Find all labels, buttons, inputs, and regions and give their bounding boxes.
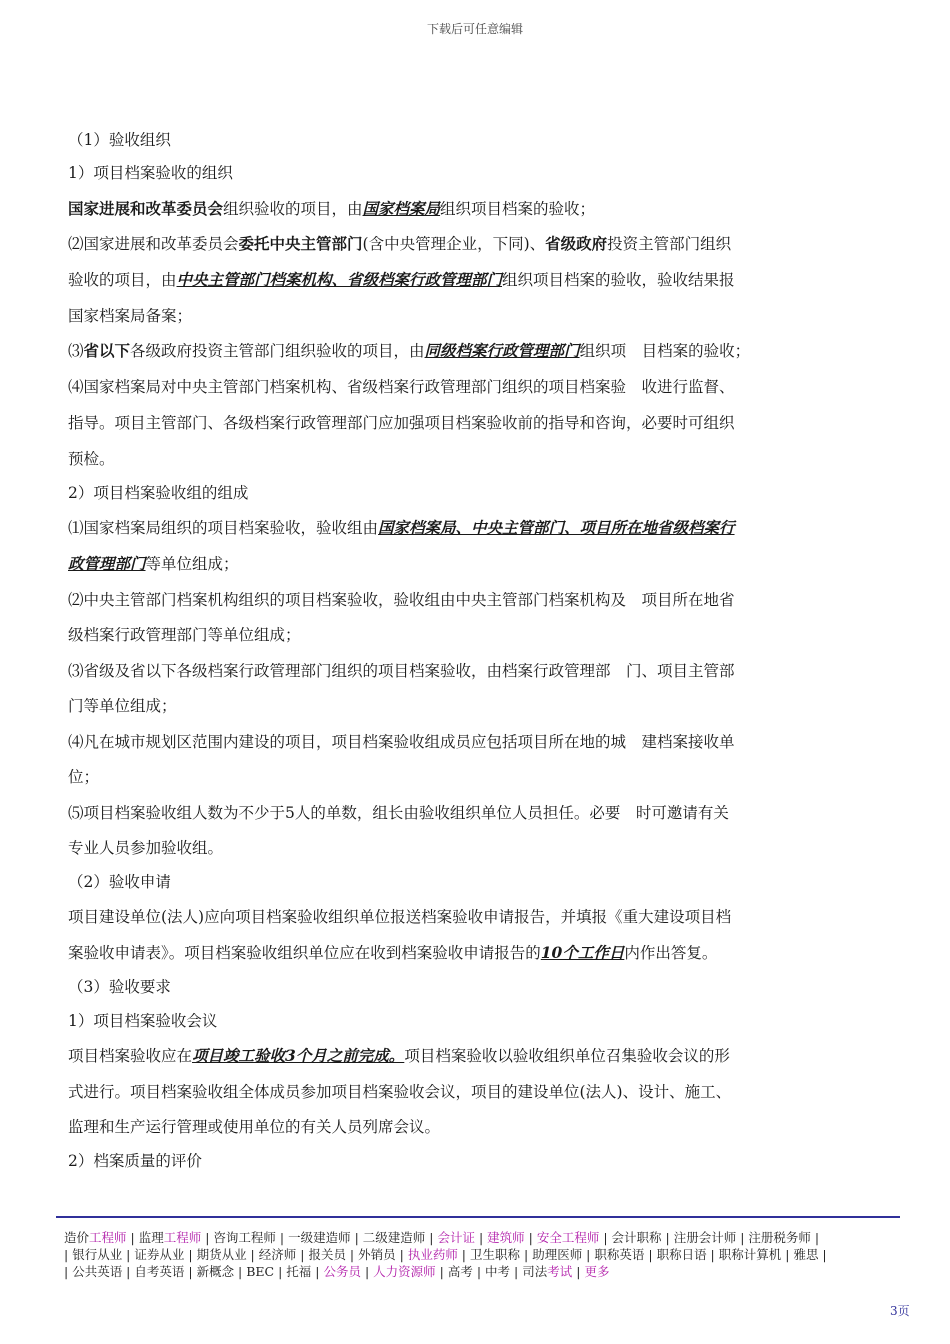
footer-link[interactable]: [485, 1264, 510, 1279]
footer-link[interactable]: [487, 1230, 525, 1245]
text-line: [68, 975, 171, 997]
text-segment: 案验收申请表》。项目档案验收组织单位应在收到档案验收申请报告的: [68, 944, 541, 962]
footer-separator: |: [781, 1247, 794, 1262]
footer-separator: |: [274, 1264, 287, 1279]
text-segment: 式进行。项目档案验收组全体成员参加项目档案验收会议，项目的建设单位(法人)、设计、施工、: [68, 1083, 732, 1101]
text-segment: 预检。: [68, 450, 115, 468]
footer-link-text: 会计证: [437, 1230, 475, 1245]
footer-separator: |: [122, 1264, 135, 1279]
footer-link[interactable]: [358, 1247, 396, 1262]
footer-link[interactable]: [259, 1247, 297, 1262]
footer-link[interactable]: [793, 1247, 818, 1262]
footer-separator: |: [818, 1247, 827, 1262]
text-line: [68, 765, 99, 787]
text-segment: 门等单位组成；: [68, 697, 177, 715]
text-line: [68, 304, 192, 326]
text-line: [68, 1044, 730, 1066]
text-line: [68, 481, 248, 503]
text-line: [68, 128, 171, 150]
footer-link-text: 考试: [547, 1264, 573, 1279]
footer-link-text: 高考: [447, 1264, 473, 1279]
text-line: [68, 411, 735, 433]
footer-separator: |: [435, 1264, 448, 1279]
footer-link[interactable]: [719, 1247, 782, 1262]
footer-link-text: 会计职称: [611, 1230, 662, 1245]
footer-link[interactable]: [134, 1264, 184, 1279]
text-line: [68, 870, 171, 892]
text-segment: 投资主管部门组织: [607, 235, 732, 253]
footer-link-text: 职称计算机: [718, 1247, 782, 1262]
text-segment: 1）项目档案验收的组织: [68, 164, 233, 182]
footer-separator: |: [736, 1230, 749, 1245]
footer-link[interactable]: [197, 1247, 247, 1262]
footer-link-text: 职称日语: [656, 1247, 707, 1262]
text-segment: ⑵国家进展和改革委员会: [68, 235, 239, 253]
footer-separator: |: [64, 1264, 73, 1279]
text-line: [68, 268, 735, 290]
text-segment: ⑷国家档案局对中央主管部门档案机构、省级档案行政管理部门组织的项目档案验 收进行监督、: [68, 378, 735, 396]
text-line: [68, 588, 735, 610]
text-line: [68, 339, 750, 361]
footer-separator: |: [234, 1264, 247, 1279]
footer-link-text: 卫生职称: [470, 1247, 521, 1262]
footer-link-text: 公共英语: [72, 1264, 123, 1279]
footer-link-text: 建筑师: [487, 1230, 525, 1245]
footer-separator: |: [510, 1264, 523, 1279]
footer-link-text: 造价: [64, 1230, 90, 1245]
text-segment: 2）档案质量的评价: [68, 1152, 202, 1170]
text-line: [68, 836, 223, 858]
footer-link-text: BEC: [246, 1264, 275, 1279]
footer-link[interactable]: [139, 1230, 202, 1245]
footer-link-text: 期货从业: [196, 1247, 247, 1262]
footer-link[interactable]: [308, 1247, 346, 1262]
footer-separator: |: [582, 1247, 595, 1262]
footer-link[interactable]: [286, 1264, 311, 1279]
footer-link[interactable]: [134, 1247, 184, 1262]
text-segment: 国家档案局备案；: [68, 307, 193, 325]
text-segment: ⑷凡在城市规划区范围内建设的项目，项目档案验收组成员应包括项目所在地的城 建档案接收单: [68, 733, 735, 751]
emphasis-text: 项目竣工验收3个月之前完成。: [192, 1046, 405, 1065]
text-segment: 专业人员参加验收组。: [68, 839, 224, 857]
footer-separator: |: [599, 1230, 612, 1245]
footer-separator: |: [350, 1230, 363, 1245]
footer-separator: |: [810, 1230, 820, 1245]
text-segment: （2）验收申请: [68, 873, 171, 891]
footer-link[interactable]: [246, 1264, 274, 1279]
footer-link[interactable]: [373, 1264, 436, 1279]
footer-separator: |: [644, 1247, 657, 1262]
text-line: [68, 1080, 731, 1102]
footer-link-text: 司法: [522, 1264, 548, 1279]
text-segment: ⑶: [68, 342, 84, 360]
footer-link[interactable]: [448, 1264, 473, 1279]
footer-link-text: 助理医师: [532, 1247, 583, 1262]
text-line: [68, 1149, 202, 1171]
bold-text: 国家进展和改革委员会: [68, 199, 224, 218]
footer-link-text: 公务员: [323, 1264, 361, 1279]
text-segment: 等单位组成；: [145, 555, 239, 573]
footer-link[interactable]: [213, 1230, 276, 1245]
footer-separator: |: [457, 1247, 470, 1262]
footer-link-text: 工程师: [163, 1230, 202, 1245]
footer-separator: |: [184, 1247, 197, 1262]
text-line: [68, 801, 729, 823]
footer-link[interactable]: [522, 1264, 572, 1279]
footer-separator: |: [572, 1264, 585, 1279]
text-segment: 项目档案验收应在: [68, 1047, 193, 1065]
footer-separator: |: [520, 1247, 533, 1262]
footer-link-text: 新概念: [196, 1264, 235, 1279]
text-segment: ⑵中央主管部门档案机构组织的项目档案验收，验收组由中央主管部门档案机构及 项目所在地省: [68, 591, 735, 609]
footer-link-text: 中考: [485, 1264, 511, 1279]
footer-link-text: 一级建造师: [288, 1230, 351, 1245]
footer-separator: |: [126, 1230, 139, 1245]
footer-link[interactable]: [408, 1247, 458, 1262]
text-segment: 监理和生产运行管理或使用单位的有关人员列席会议。: [68, 1118, 441, 1136]
footer-link-text: 外销员: [358, 1247, 396, 1262]
text-line: [68, 232, 731, 254]
footer-link[interactable]: [674, 1230, 737, 1245]
footer-link-text: 安全工程师: [536, 1230, 600, 1245]
footer-link[interactable]: [532, 1247, 582, 1262]
emphasis-text: 国家档案局、中央主管部门、项目所在地省级档案行: [378, 518, 735, 537]
footer-link-text: 执业药师: [407, 1247, 458, 1262]
footer-link-text: 职称英语: [594, 1247, 645, 1262]
footer-link-text: 雅思: [793, 1247, 819, 1262]
footer-separator: |: [361, 1264, 374, 1279]
emphasis-text: 同级档案行政管理部门: [424, 341, 580, 360]
text-segment: ⑸项目档案验收组人数为不少于5人的单数，组长由验收组织单位人员担任。必要 时可邀请有关: [68, 804, 729, 822]
page-header: 下载后可任意编辑: [426, 22, 523, 36]
footer-link-text: 工程师: [89, 1230, 127, 1245]
footer-link-text: 人力资源师: [373, 1264, 436, 1279]
footer-separator: |: [296, 1247, 309, 1262]
text-segment: 项目档案验收以验收组织单位召集验收会议的形: [404, 1047, 730, 1065]
footer-link-text: 托福: [286, 1264, 312, 1279]
footer-link-text: 报关员: [308, 1247, 346, 1262]
text-line: [68, 1009, 217, 1031]
text-segment: （1）验收组织: [68, 131, 171, 149]
emphasis-text: 政管理部门: [68, 554, 146, 573]
footer-divider: [56, 1216, 900, 1218]
footer-link-text: 经济师: [258, 1247, 297, 1262]
footer-link-text: 咨询工程师: [213, 1230, 276, 1245]
footer-row: [64, 1246, 900, 1263]
footer-separator: |: [706, 1247, 719, 1262]
footer-link-text: 银行从业: [72, 1247, 123, 1262]
text-segment: 组织验收的项目，由: [223, 200, 363, 218]
footer-separator: |: [524, 1230, 537, 1245]
footer-separator: |: [425, 1230, 438, 1245]
footer-row: [64, 1263, 900, 1280]
text-line: [68, 197, 595, 219]
text-line: [68, 1115, 440, 1137]
footer-link-text: 自考英语: [134, 1264, 185, 1279]
footer-link-text: 注册会计师: [673, 1230, 737, 1245]
text-line: [68, 694, 177, 716]
footer-separator: |: [311, 1264, 324, 1279]
text-line: [68, 447, 115, 469]
footer-link[interactable]: [657, 1247, 707, 1262]
page-number: 3页: [890, 1304, 910, 1318]
footer-separator: |: [122, 1247, 135, 1262]
text-segment: ⑴国家档案局组织的项目档案验收，验收组由: [68, 519, 379, 537]
footer-link[interactable]: [323, 1264, 361, 1279]
footer-link[interactable]: [363, 1230, 426, 1245]
footer-link[interactable]: [594, 1247, 644, 1262]
footer-separator: |: [275, 1230, 289, 1245]
footer-link-text: 监理: [138, 1230, 164, 1245]
footer-link[interactable]: [72, 1247, 122, 1262]
footer-link[interactable]: [470, 1247, 520, 1262]
text-segment: 项目建设单位(法人)应向项目档案验收组织单位报送档案验收申请报告，并填报《重大建设项目档: [68, 908, 732, 926]
footer-link[interactable]: [288, 1230, 351, 1245]
bold-text: 省级政府: [545, 234, 608, 253]
footer-link-text: 二级建造师: [362, 1230, 426, 1245]
footer-link[interactable]: [537, 1230, 600, 1245]
footer-link[interactable]: [197, 1264, 235, 1279]
footer-separator: |: [246, 1247, 259, 1262]
footer-link[interactable]: [72, 1264, 122, 1279]
footer-separator: |: [472, 1264, 486, 1279]
bold-text: 省以下: [83, 341, 131, 360]
footer-link[interactable]: [437, 1230, 475, 1245]
footer-link[interactable]: [64, 1230, 127, 1245]
bold-text: 委托中央主管部门: [238, 234, 363, 253]
text-segment: 2）项目档案验收组的组成: [68, 484, 249, 502]
text-segment: 各级政府投资主管部门组织验收的项目，由: [130, 342, 425, 360]
text-line: [68, 659, 735, 681]
text-segment: （3）验收要求: [68, 978, 171, 996]
text-segment: 组织项目档案的验收；: [440, 200, 596, 218]
footer-link[interactable]: [748, 1230, 811, 1245]
text-segment: 验收的项目，由: [68, 271, 177, 289]
text-line: [68, 161, 233, 183]
text-line: [68, 623, 301, 645]
text-segment: 1）项目档案验收会议: [68, 1012, 218, 1030]
text-line: [68, 905, 731, 927]
text-line: [68, 941, 717, 963]
text-segment: (含中央管理企业，下同)、: [362, 235, 546, 253]
text-segment: 指导。项目主管部门、各级档案行政管理部门应加强项目档案验收前的指导和咨询，必要时可组织: [68, 414, 735, 432]
text-segment: 位；: [68, 768, 100, 786]
text-segment: ⑶省级及省以下各级档案行政管理部门组织的项目档案验收，由档案行政管理部 门、项目主管部: [68, 662, 735, 680]
text-line: [68, 552, 239, 574]
footer-row: [64, 1229, 900, 1246]
footer-separator: |: [661, 1230, 674, 1245]
text-segment: 组织项目档案的验收，验收结果报: [502, 271, 735, 289]
text-line: [68, 375, 735, 397]
text-line: [68, 516, 735, 538]
text-segment: 组织项 目档案的验收；: [579, 342, 751, 360]
footer-separator: |: [184, 1264, 197, 1279]
footer-separator: |: [345, 1247, 359, 1262]
footer-link[interactable]: [612, 1230, 662, 1245]
text-line: [68, 730, 735, 752]
emphasis-text: 10个工作日: [540, 943, 625, 962]
footer-separator: |: [201, 1230, 214, 1245]
footer-separator: |: [474, 1230, 488, 1245]
emphasis-text: 国家档案局: [362, 199, 441, 218]
footer-link-text: 更多: [584, 1264, 610, 1279]
footer-link-text: 注册税务师: [748, 1230, 811, 1245]
text-segment: 内作出答复。: [624, 944, 718, 962]
emphasis-text: 中央主管部门档案机构、省级档案行政管理部门: [176, 270, 503, 289]
footer-links: [64, 1229, 900, 1280]
text-segment: 级档案行政管理部门等单位组成；: [68, 626, 301, 644]
footer-link-text: 证券从业: [134, 1247, 185, 1262]
footer-separator: |: [64, 1247, 73, 1262]
footer-link[interactable]: [584, 1264, 609, 1279]
footer-separator: |: [395, 1247, 408, 1262]
